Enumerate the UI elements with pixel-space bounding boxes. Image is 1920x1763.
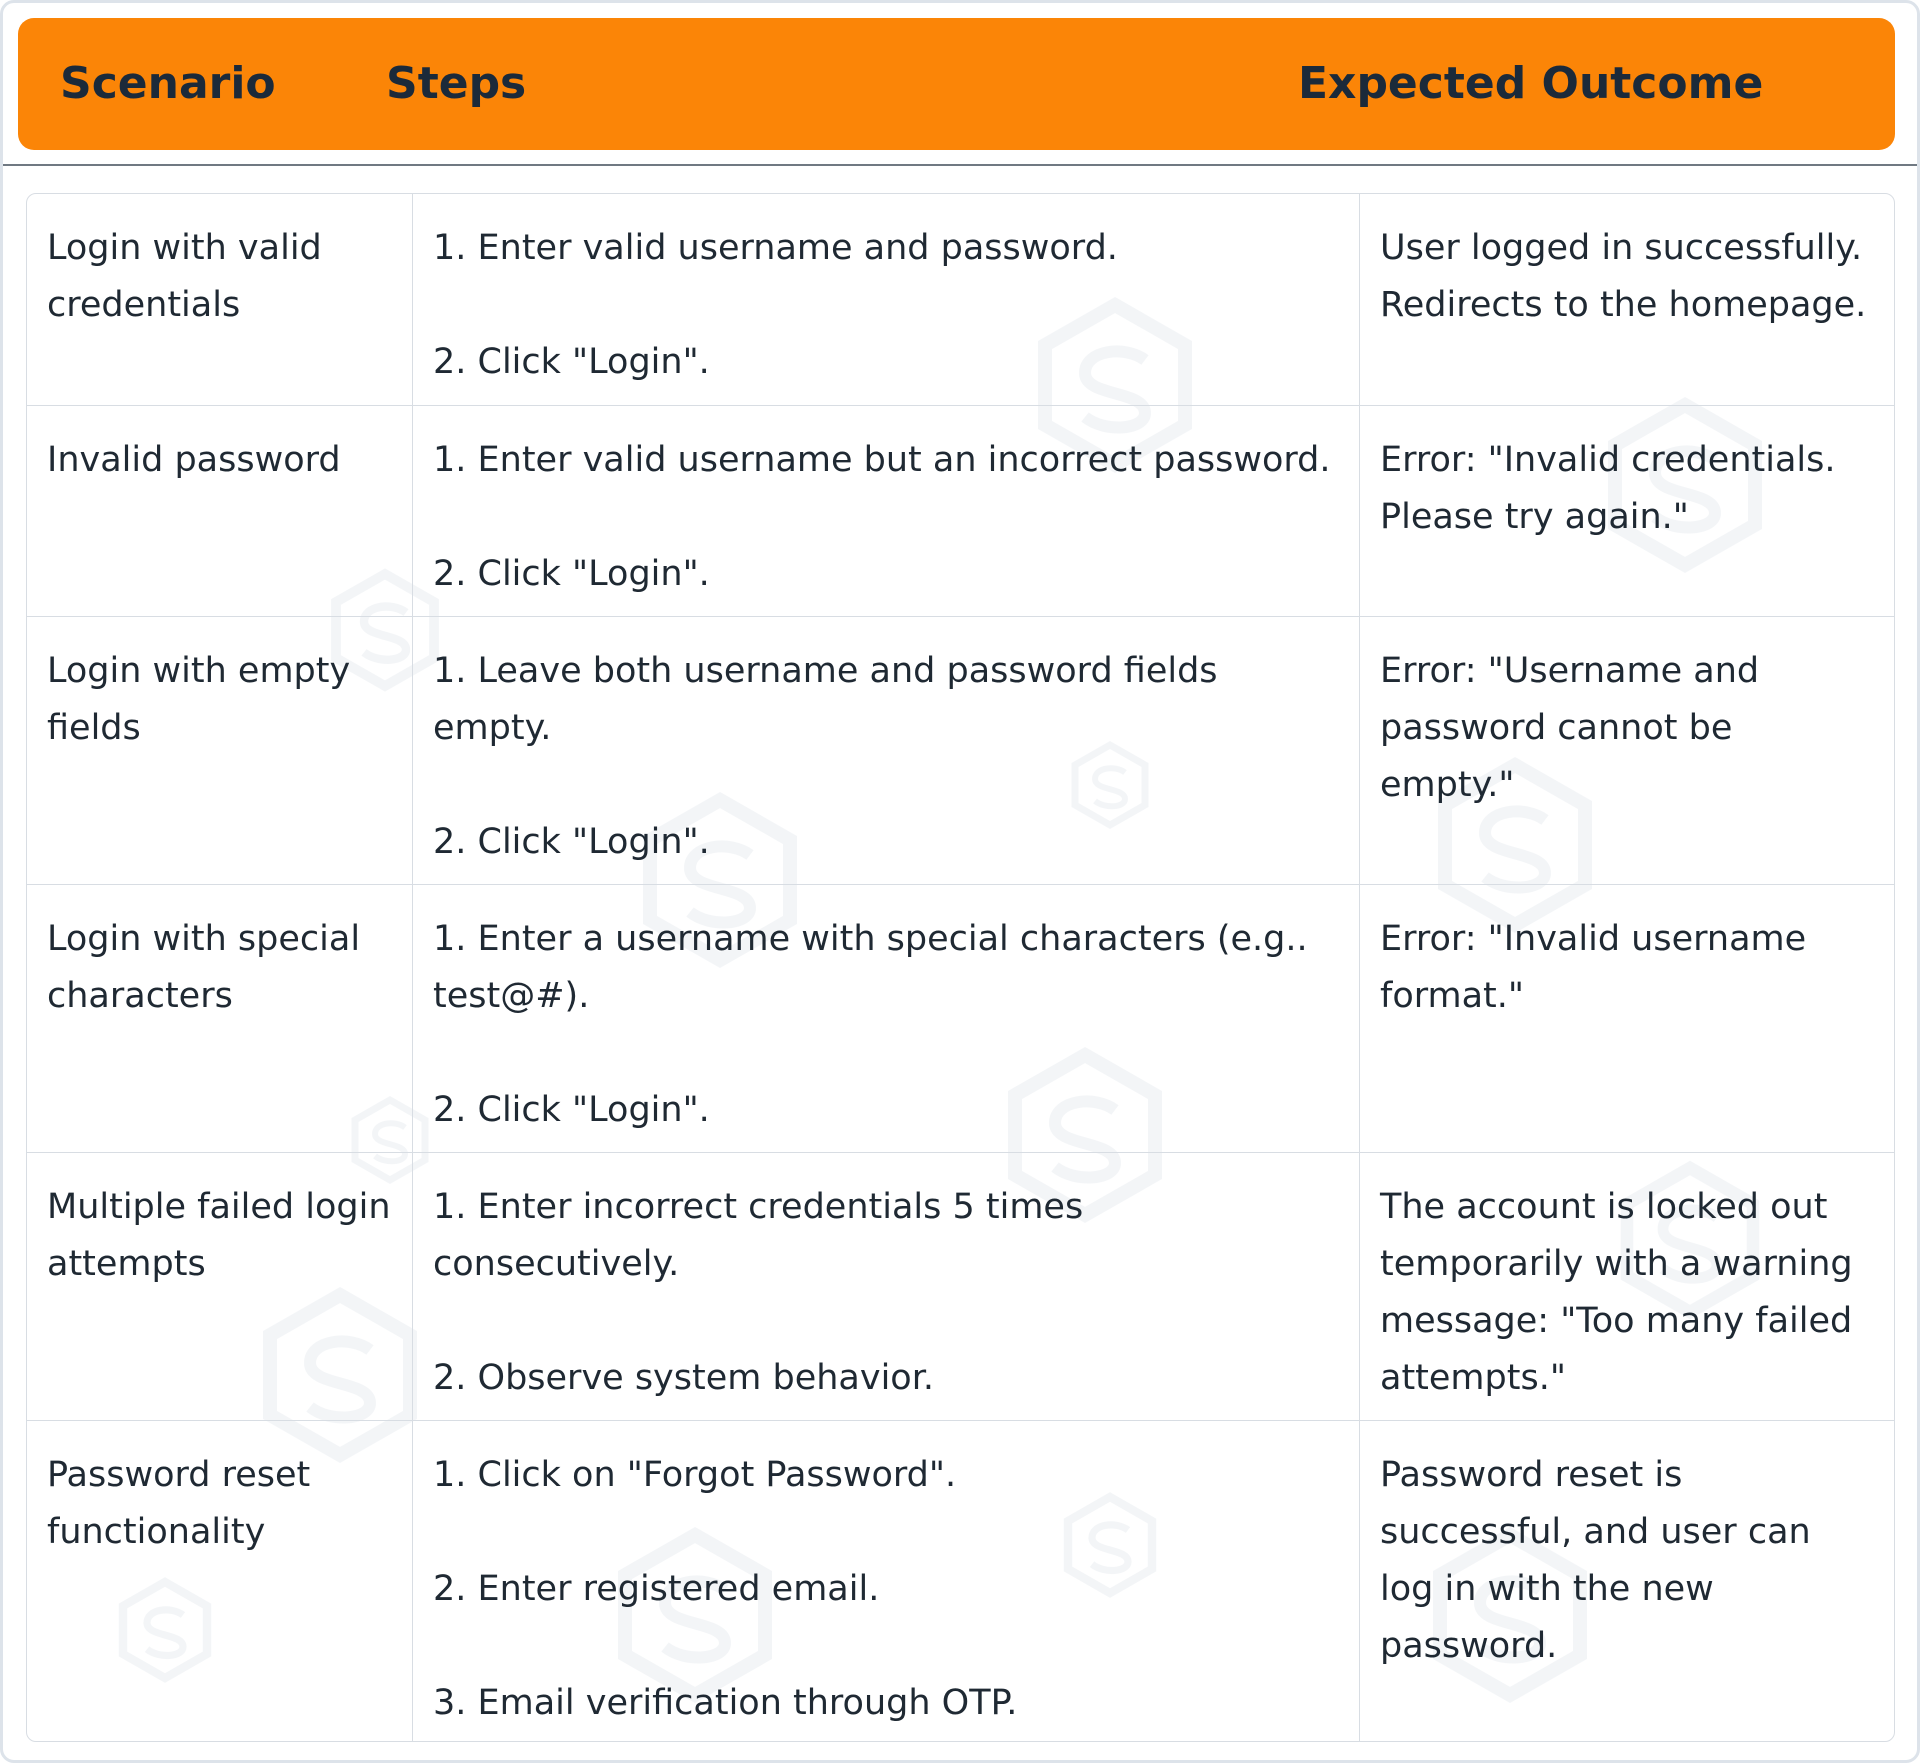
column-header-expected-outcome: Expected Outcome bbox=[1298, 58, 1764, 109]
table-row bbox=[27, 616, 1894, 884]
step-item: 2. Click "Login". bbox=[433, 1089, 710, 1130]
table-row bbox=[27, 884, 1894, 1152]
step-item: 1. Enter incorrect credentials 5 times consecutively. bbox=[433, 1186, 1084, 1284]
scenario-cell: Login with special characters bbox=[27, 884, 413, 1152]
test-case-grid bbox=[27, 194, 1894, 1742]
outcome-cell: User logged in successfully. Redirects to the homepage. bbox=[1360, 194, 1895, 405]
outcome-cell: Password reset is successful, and user can log in with the new password. bbox=[1380, 1454, 1811, 1666]
scenario-cell: Login with valid credentials bbox=[27, 194, 413, 405]
table-header bbox=[18, 18, 1895, 150]
table-row bbox=[27, 1152, 1894, 1420]
outcome-cell: Error: "Invalid username format." bbox=[1360, 884, 1895, 1152]
step-item: 1. Enter valid username but an incorrect password. bbox=[433, 439, 1331, 480]
column-header-scenario: Scenario bbox=[60, 58, 276, 109]
test-case-table bbox=[26, 193, 1895, 1742]
outcome-cell: Error: "Username and password cannot be empty." bbox=[1360, 616, 1895, 884]
steps-cell bbox=[413, 194, 1360, 405]
column-header-steps: Steps bbox=[386, 58, 527, 109]
header-divider bbox=[3, 164, 1917, 166]
step-item: 1. Enter valid username and password. bbox=[433, 228, 1118, 268]
outcome-cell: Error: "Invalid credentials. Please try again." bbox=[1360, 405, 1895, 616]
outcome-cell: The account is locked out temporarily with a warning message: "Too many failed attempts." bbox=[1360, 1152, 1895, 1420]
step-item: 2. Click "Login". bbox=[433, 553, 710, 594]
scenario-cell: Password reset functionality bbox=[27, 1420, 413, 1742]
step-item: 2. Click "Login". bbox=[433, 821, 710, 862]
step-item: 1. Leave both username and password fields empty. bbox=[433, 650, 1218, 748]
scenario-cell: Invalid password bbox=[27, 405, 413, 616]
steps-cell bbox=[413, 884, 1360, 1152]
table-row bbox=[27, 194, 1894, 405]
scenario-cell: Multiple failed login attempts bbox=[27, 1152, 413, 1420]
step-item: 2. Enter registered email. bbox=[433, 1568, 880, 1609]
table-row bbox=[27, 1420, 1894, 1742]
steps-cell bbox=[413, 1420, 1360, 1742]
table-row bbox=[27, 405, 1894, 616]
step-item: 2. Click "Login". bbox=[433, 342, 710, 382]
step-item: 3. Email verification through OTP. bbox=[433, 1682, 1018, 1723]
steps-cell bbox=[413, 405, 1360, 616]
steps-cell bbox=[413, 1152, 1360, 1420]
steps-cell bbox=[413, 616, 1360, 884]
step-item: 2. Observe system behavior. bbox=[433, 1357, 935, 1398]
step-item: 1. Enter a username with special characters (e.g.. test@#). bbox=[433, 918, 1308, 1016]
step-item: 1. Click on "Forgot Password". bbox=[433, 1454, 957, 1495]
scenario-cell: Login with empty fields bbox=[27, 616, 413, 884]
